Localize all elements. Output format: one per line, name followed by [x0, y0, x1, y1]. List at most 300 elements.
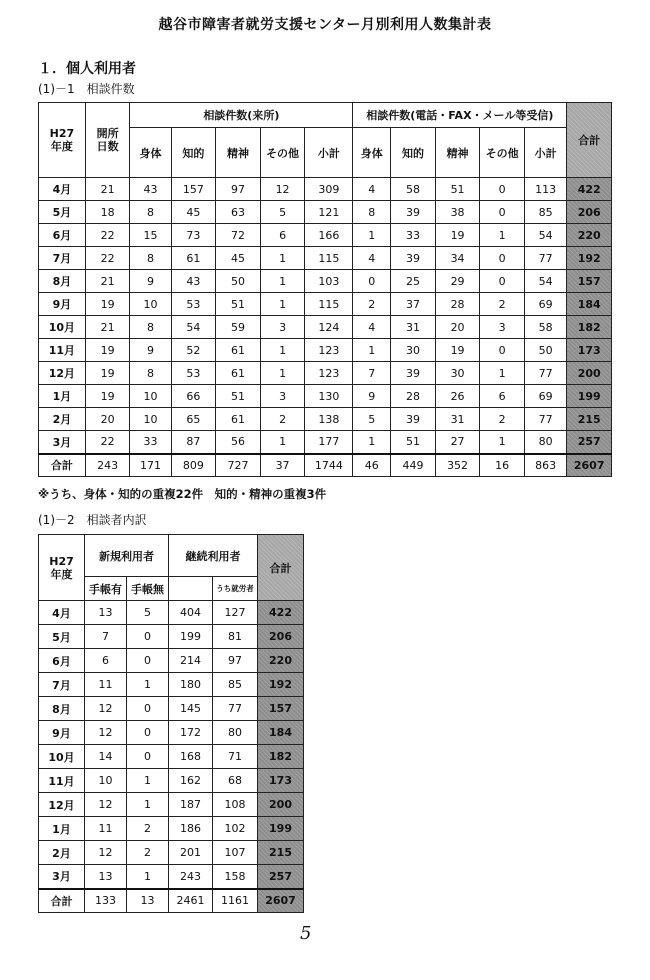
grand-total-cell: 182	[258, 745, 304, 769]
continuing-cell: 199	[169, 625, 213, 649]
visit-physical-cell: 10	[130, 293, 171, 316]
without-handbook-cell: 0	[127, 697, 169, 721]
remote-physical-cell: 1	[353, 339, 391, 362]
month-cell: 合計	[39, 454, 86, 477]
remote-subtotal-cell: 69	[524, 385, 566, 408]
visit-physical-cell: 171	[130, 454, 171, 477]
month-cell: 11月	[39, 339, 86, 362]
visit-intellectual-cell: 87	[171, 431, 216, 454]
continuing-cell: 404	[169, 601, 213, 625]
remote-physical-cell: 1	[353, 224, 391, 247]
remote-subtotal-cell: 77	[524, 362, 566, 385]
remote-mental-cell: 38	[435, 201, 480, 224]
grand-total-cell: 257	[567, 431, 612, 454]
remote-intellectual-cell: 449	[391, 454, 436, 477]
with-handbook-header: 手帳有	[85, 577, 127, 601]
remote-mental-cell: 31	[435, 408, 480, 431]
month-cell: 4月	[39, 601, 85, 625]
table-row	[39, 270, 612, 293]
grand-total-cell: 192	[567, 247, 612, 270]
table-row	[39, 673, 304, 697]
visit-subtotal-cell: 123	[305, 339, 353, 362]
remote-subtotal-cell: 85	[524, 201, 566, 224]
with-handbook-cell: 12	[85, 841, 127, 865]
remote-other-cell: 3	[480, 316, 525, 339]
visit-other-cell: 5	[260, 201, 305, 224]
grand-total-cell: 215	[567, 408, 612, 431]
visit-subtotal-cell: 130	[305, 385, 353, 408]
continuing-cell: 172	[169, 721, 213, 745]
continuing-cell: 162	[169, 769, 213, 793]
open-days-cell: 21	[85, 316, 130, 339]
remote-other-cell: 0	[480, 270, 525, 293]
col-subtotal-header: 小計	[305, 128, 353, 178]
remote-other-cell: 1	[480, 431, 525, 454]
continuing-cell: 201	[169, 841, 213, 865]
remote-intellectual-cell: 39	[391, 201, 436, 224]
new-users-header: 新規利用者	[85, 535, 169, 577]
visit-intellectual-cell: 73	[171, 224, 216, 247]
open-days-cell: 19	[85, 293, 130, 316]
month-cell: 2月	[39, 841, 85, 865]
visit-other-cell: 12	[260, 178, 305, 201]
visit-physical-cell: 8	[130, 247, 171, 270]
remote-intellectual-cell: 51	[391, 431, 436, 454]
grand-total-cell: 2607	[567, 454, 612, 477]
remote-mental-cell: 19	[435, 224, 480, 247]
grand-total-header: 合計	[258, 535, 304, 601]
col-intellectual-header: 知的	[391, 128, 436, 178]
remote-intellectual-cell: 33	[391, 224, 436, 247]
remote-subtotal-cell: 58	[524, 316, 566, 339]
open-days-cell: 21	[85, 178, 130, 201]
month-cell: 6月	[39, 224, 86, 247]
month-cell: 9月	[39, 293, 86, 316]
col-mental-header: 精神	[216, 128, 261, 178]
visit-mental-cell: 45	[216, 247, 261, 270]
visit-physical-cell: 8	[130, 362, 171, 385]
remote-subtotal-cell: 77	[524, 247, 566, 270]
remote-subtotal-cell: 54	[524, 270, 566, 293]
employed-cell: 158	[213, 865, 258, 889]
remote-intellectual-cell: 30	[391, 339, 436, 362]
visit-subtotal-cell: 1744	[305, 454, 353, 477]
table-row	[39, 649, 304, 673]
visit-other-cell: 37	[260, 454, 305, 477]
table-row	[39, 841, 304, 865]
employed-cell: 85	[213, 673, 258, 697]
visit-intellectual-cell: 53	[171, 362, 216, 385]
without-handbook-cell: 0	[127, 625, 169, 649]
year-header: H27 年度	[39, 103, 86, 178]
with-handbook-cell: 7	[85, 625, 127, 649]
open-days-cell: 22	[85, 224, 130, 247]
visit-mental-cell: 97	[216, 178, 261, 201]
month-cell: 11月	[39, 769, 85, 793]
col-other-header: その他	[260, 128, 305, 178]
col-physical-header: 身体	[353, 128, 391, 178]
grand-total-cell: 157	[567, 270, 612, 293]
remote-other-cell: 0	[480, 247, 525, 270]
visit-subtotal-cell: 103	[305, 270, 353, 293]
employed-cell: 107	[213, 841, 258, 865]
continuing-cell: 243	[169, 865, 213, 889]
month-cell: 3月	[39, 431, 86, 454]
month-cell: 9月	[39, 721, 85, 745]
remote-other-cell: 6	[480, 385, 525, 408]
grand-total-cell: 173	[567, 339, 612, 362]
with-handbook-cell: 6	[85, 649, 127, 673]
month-cell: 2月	[39, 408, 86, 431]
grand-total-cell: 206	[258, 625, 304, 649]
visit-subtotal-cell: 124	[305, 316, 353, 339]
visit-mental-cell: 72	[216, 224, 261, 247]
table-row	[39, 385, 612, 408]
visit-subtotal-cell: 138	[305, 408, 353, 431]
employed-cell: 80	[213, 721, 258, 745]
month-cell: 4月	[39, 178, 86, 201]
grand-total-cell: 199	[258, 817, 304, 841]
grand-total-cell: 173	[258, 769, 304, 793]
open-days-cell: 21	[85, 270, 130, 293]
remote-other-cell: 1	[480, 224, 525, 247]
table-row	[39, 601, 304, 625]
table-row	[39, 224, 612, 247]
remote-mental-cell: 29	[435, 270, 480, 293]
visit-other-cell: 3	[260, 385, 305, 408]
grand-total-cell: 257	[258, 865, 304, 889]
visit-other-cell: 1	[260, 247, 305, 270]
grand-total-cell: 215	[258, 841, 304, 865]
month-cell: 7月	[39, 247, 86, 270]
with-handbook-cell: 12	[85, 721, 127, 745]
month-cell: 5月	[39, 201, 86, 224]
grand-total-cell: 192	[258, 673, 304, 697]
visit-mental-cell: 51	[216, 385, 261, 408]
col-other-header: その他	[480, 128, 525, 178]
visit-other-cell: 6	[260, 224, 305, 247]
remote-physical-cell: 4	[353, 178, 391, 201]
visit-intellectual-cell: 52	[171, 339, 216, 362]
grand-total-cell: 184	[258, 721, 304, 745]
grand-total-cell: 220	[258, 649, 304, 673]
with-handbook-cell: 12	[85, 793, 127, 817]
consultation-count-table	[38, 102, 612, 477]
continuing-cell: 214	[169, 649, 213, 673]
visit-physical-cell: 43	[130, 178, 171, 201]
open-days-cell: 20	[85, 408, 130, 431]
visit-mental-cell: 59	[216, 316, 261, 339]
visit-physical-cell: 9	[130, 339, 171, 362]
visit-intellectual-cell: 45	[171, 201, 216, 224]
open-days-cell: 19	[85, 339, 130, 362]
visit-mental-cell: 56	[216, 431, 261, 454]
visit-physical-cell: 10	[130, 385, 171, 408]
visit-subtotal-cell: 115	[305, 247, 353, 270]
visit-subtotal-cell: 115	[305, 293, 353, 316]
table-row	[39, 316, 612, 339]
with-handbook-cell: 12	[85, 697, 127, 721]
table-row	[39, 201, 612, 224]
remote-subtotal-cell: 69	[524, 293, 566, 316]
visit-intellectual-cell: 54	[171, 316, 216, 339]
with-handbook-cell: 11	[85, 817, 127, 841]
visit-intellectual-cell: 53	[171, 293, 216, 316]
remote-mental-cell: 28	[435, 293, 480, 316]
continuing-cell: 168	[169, 745, 213, 769]
remote-intellectual-cell: 37	[391, 293, 436, 316]
visit-subtotal-cell: 166	[305, 224, 353, 247]
employed-cell: 1161	[213, 889, 258, 913]
continuing-spacer	[169, 577, 213, 601]
remote-intellectual-cell: 39	[391, 247, 436, 270]
grand-total-cell: 182	[567, 316, 612, 339]
without-handbook-cell: 5	[127, 601, 169, 625]
remote-physical-cell: 4	[353, 247, 391, 270]
grand-total-cell: 200	[258, 793, 304, 817]
employed-cell: 81	[213, 625, 258, 649]
col-subtotal-header: 小計	[524, 128, 566, 178]
month-cell: 8月	[39, 697, 85, 721]
month-cell: 1月	[39, 817, 85, 841]
month-cell: 12月	[39, 362, 86, 385]
table-row	[39, 247, 612, 270]
year-header: H27 年度	[39, 535, 85, 601]
table-row	[39, 865, 304, 889]
visit-mental-cell: 50	[216, 270, 261, 293]
table-row	[39, 431, 612, 454]
visit-other-cell: 3	[260, 316, 305, 339]
table-row	[39, 817, 304, 841]
visit-other-cell: 1	[260, 293, 305, 316]
without-handbook-header: 手帳無	[127, 577, 169, 601]
remote-physical-cell: 5	[353, 408, 391, 431]
total-row	[39, 889, 304, 913]
remote-mental-cell: 51	[435, 178, 480, 201]
visit-physical-cell: 8	[130, 201, 171, 224]
table-row	[39, 697, 304, 721]
remote-other-cell: 1	[480, 362, 525, 385]
remote-physical-cell: 2	[353, 293, 391, 316]
continuing-cell: 187	[169, 793, 213, 817]
remote-intellectual-cell: 39	[391, 362, 436, 385]
visit-intellectual-cell: 157	[171, 178, 216, 201]
month-cell: 12月	[39, 793, 85, 817]
month-cell: 1月	[39, 385, 86, 408]
without-handbook-cell: 0	[127, 721, 169, 745]
open-days-header: 開所 日数	[85, 103, 130, 178]
continuing-cell: 186	[169, 817, 213, 841]
remote-mental-cell: 19	[435, 339, 480, 362]
with-handbook-cell: 13	[85, 601, 127, 625]
visit-subtotal-cell: 121	[305, 201, 353, 224]
remote-physical-cell: 4	[353, 316, 391, 339]
table-row	[39, 745, 304, 769]
table2-caption: (1)－2 相談者内訳	[38, 513, 147, 527]
visit-other-cell: 1	[260, 431, 305, 454]
visit-other-cell: 1	[260, 362, 305, 385]
month-cell: 10月	[39, 316, 86, 339]
month-cell: 合計	[39, 889, 85, 913]
continuing-cell: 180	[169, 673, 213, 697]
remote-mental-cell: 27	[435, 431, 480, 454]
visit-intellectual-cell: 43	[171, 270, 216, 293]
visit-intellectual-cell: 65	[171, 408, 216, 431]
without-handbook-cell: 0	[127, 649, 169, 673]
visit-other-cell: 2	[260, 408, 305, 431]
consultant-breakdown-table	[38, 534, 304, 913]
month-cell: 10月	[39, 745, 85, 769]
remote-physical-cell: 46	[353, 454, 391, 477]
remote-intellectual-cell: 58	[391, 178, 436, 201]
remote-other-cell: 2	[480, 293, 525, 316]
without-handbook-cell: 1	[127, 769, 169, 793]
visit-mental-cell: 61	[216, 339, 261, 362]
continuing-users-header: 継続利用者	[169, 535, 258, 577]
remote-mental-cell: 26	[435, 385, 480, 408]
with-handbook-cell: 10	[85, 769, 127, 793]
remote-subtotal-cell: 54	[524, 224, 566, 247]
remote-other-cell: 0	[480, 178, 525, 201]
remote-subtotal-cell: 113	[524, 178, 566, 201]
continuing-cell: 2461	[169, 889, 213, 913]
with-handbook-cell: 13	[85, 865, 127, 889]
remote-intellectual-cell: 28	[391, 385, 436, 408]
visit-mental-cell: 727	[216, 454, 261, 477]
grand-total-header: 合計	[567, 103, 612, 178]
grand-total-cell: 422	[258, 601, 304, 625]
grand-total-cell: 184	[567, 293, 612, 316]
grand-total-cell: 157	[258, 697, 304, 721]
remote-physical-cell: 7	[353, 362, 391, 385]
visit-other-cell: 1	[260, 270, 305, 293]
table-row	[39, 721, 304, 745]
visit-mental-cell: 63	[216, 201, 261, 224]
remote-physical-cell: 8	[353, 201, 391, 224]
month-cell: 8月	[39, 270, 86, 293]
table-row	[39, 408, 612, 431]
employed-cell: 71	[213, 745, 258, 769]
page-title: 越谷市障害者就労支援センター月別利用人数集計表	[158, 17, 492, 33]
remote-subtotal-cell: 863	[524, 454, 566, 477]
remote-intellectual-cell: 31	[391, 316, 436, 339]
remote-physical-cell: 0	[353, 270, 391, 293]
visit-mental-cell: 61	[216, 362, 261, 385]
with-handbook-cell: 14	[85, 745, 127, 769]
visit-mental-cell: 51	[216, 293, 261, 316]
remote-subtotal-cell: 80	[524, 431, 566, 454]
open-days-cell: 18	[85, 201, 130, 224]
table-row	[39, 769, 304, 793]
remote-mental-cell: 352	[435, 454, 480, 477]
month-cell: 5月	[39, 625, 85, 649]
col-mental-header: 精神	[435, 128, 480, 178]
month-cell: 3月	[39, 865, 85, 889]
table-row	[39, 362, 612, 385]
with-handbook-cell: 11	[85, 673, 127, 697]
table-row	[39, 178, 612, 201]
table-row	[39, 293, 612, 316]
remote-intellectual-cell: 25	[391, 270, 436, 293]
employed-cell: 77	[213, 697, 258, 721]
page-number: 5	[300, 923, 312, 944]
visit-physical-cell: 10	[130, 408, 171, 431]
grand-total-cell: 422	[567, 178, 612, 201]
employed-cell: 97	[213, 649, 258, 673]
without-handbook-cell: 1	[127, 673, 169, 697]
open-days-cell: 19	[85, 362, 130, 385]
visit-physical-cell: 33	[130, 431, 171, 454]
employed-header: うち就労者	[213, 577, 258, 601]
employed-cell: 108	[213, 793, 258, 817]
with-handbook-cell: 133	[85, 889, 127, 913]
remote-mental-cell: 20	[435, 316, 480, 339]
table-row	[39, 793, 304, 817]
visit-physical-cell: 15	[130, 224, 171, 247]
remote-mental-cell: 34	[435, 247, 480, 270]
remote-intellectual-cell: 39	[391, 408, 436, 431]
open-days-cell: 19	[85, 385, 130, 408]
visit-other-cell: 1	[260, 339, 305, 362]
remote-physical-cell: 9	[353, 385, 391, 408]
remote-physical-cell: 1	[353, 431, 391, 454]
remote-other-cell: 0	[480, 339, 525, 362]
grand-total-cell: 200	[567, 362, 612, 385]
remote-other-cell: 0	[480, 201, 525, 224]
visit-consultation-header: 相談件数(来所)	[130, 103, 353, 128]
employed-cell: 127	[213, 601, 258, 625]
grand-total-cell: 206	[567, 201, 612, 224]
visit-intellectual-cell: 66	[171, 385, 216, 408]
remote-other-cell: 2	[480, 408, 525, 431]
table1-caption: (1)－1 相談件数	[38, 82, 135, 96]
employed-cell: 68	[213, 769, 258, 793]
visit-physical-cell: 8	[130, 316, 171, 339]
without-handbook-cell: 2	[127, 817, 169, 841]
duplicate-note: ※うち、身体・知的の重複22件 知的・精神の重複3件	[38, 487, 327, 501]
grand-total-cell: 199	[567, 385, 612, 408]
remote-mental-cell: 30	[435, 362, 480, 385]
without-handbook-cell: 1	[127, 865, 169, 889]
section-heading: １．個人利用者	[38, 61, 136, 77]
month-cell: 7月	[39, 673, 85, 697]
col-physical-header: 身体	[130, 128, 171, 178]
table-row	[39, 625, 304, 649]
visit-subtotal-cell: 123	[305, 362, 353, 385]
continuing-cell: 145	[169, 697, 213, 721]
grand-total-cell: 220	[567, 224, 612, 247]
visit-subtotal-cell: 309	[305, 178, 353, 201]
col-intellectual-header: 知的	[171, 128, 216, 178]
visit-physical-cell: 9	[130, 270, 171, 293]
remote-other-cell: 16	[480, 454, 525, 477]
without-handbook-cell: 13	[127, 889, 169, 913]
without-handbook-cell: 0	[127, 745, 169, 769]
open-days-cell: 243	[85, 454, 130, 477]
without-handbook-cell: 1	[127, 793, 169, 817]
remote-subtotal-cell: 77	[524, 408, 566, 431]
table-row	[39, 339, 612, 362]
visit-intellectual-cell: 61	[171, 247, 216, 270]
visit-mental-cell: 61	[216, 408, 261, 431]
month-cell: 6月	[39, 649, 85, 673]
open-days-cell: 22	[85, 247, 130, 270]
remote-consultation-header: 相談件数(電話・FAX・メール等受信)	[353, 103, 567, 128]
visit-intellectual-cell: 809	[171, 454, 216, 477]
open-days-cell: 22	[85, 431, 130, 454]
visit-subtotal-cell: 177	[305, 431, 353, 454]
employed-cell: 102	[213, 817, 258, 841]
